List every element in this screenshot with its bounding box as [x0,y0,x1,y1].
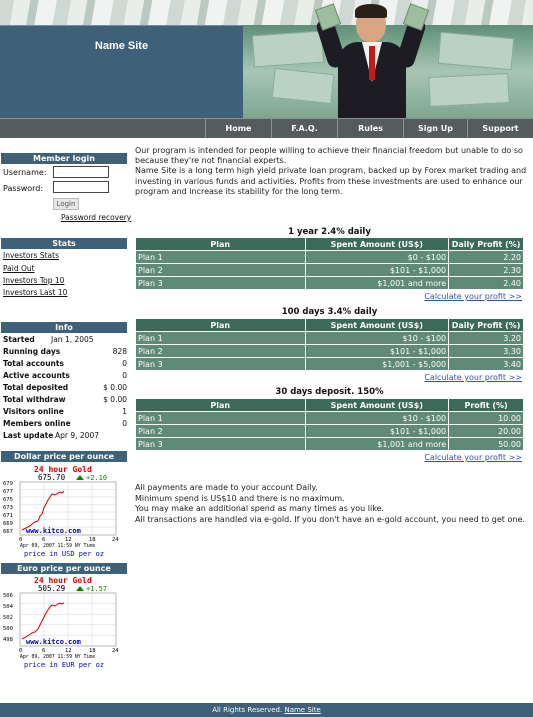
info-label: Visitors online [3,407,64,416]
y-tick: 675 [3,497,13,503]
chart-title: 24 hour Gold [34,576,92,585]
table-row [136,251,524,264]
info-row-total-withdraw [3,395,127,407]
info-row-visitors-online [3,407,127,419]
y-tick: 673 [3,505,13,511]
spent-amount: $1,001 - $5,000 [305,358,449,371]
table-row [136,277,524,290]
note-line: All transactions are handled via e-gold. If you don't have an e-gold account, you need to get one. [135,514,525,524]
dollar-bill-graphic [438,32,515,70]
info-value: 0 [122,419,127,428]
x-tick: 0 [19,648,23,654]
businessman-photo [330,0,414,118]
column-header: Daily Profit (%) [449,319,524,332]
username-input[interactable] [53,166,109,178]
profit-value: 2.30 [449,264,524,277]
column-header: Daily Profit (%) [449,238,524,251]
note-line: Minimum spend is US$10 and there is no maximum. [135,493,345,503]
table-header-row [136,399,524,412]
info-row-members-online [3,419,127,431]
intro-paragraph: Name Site is a long term high yield private loan program, backed up by Forex market trading and investing in various funds and activities. Profits from these investments are used to enhance our program and increase its stability for the long term. [135,166,527,196]
chart-price: 675.70 [38,473,66,482]
x-tick: 24 [112,648,119,654]
y-tick: 502 [3,615,13,621]
dollar-gold-header: Dollar price per ounce [1,451,127,462]
info-value: 1 [122,407,127,416]
kitco-watermark: www.kitco.com [26,638,81,646]
y-tick: 498 [3,637,13,643]
profit-value: 3.30 [449,345,524,358]
euro-gold-header: Euro price per ounce [1,563,127,574]
info-row-started [3,335,127,347]
column-header: Plan [136,399,306,412]
footer [0,703,533,717]
column-header: Profit (%) [449,399,524,412]
up-arrow-icon [76,475,84,480]
info-value: 0 [122,359,127,368]
profit-value: 2.40 [449,277,524,290]
x-tick: 12 [65,648,72,654]
info-label: Last update [3,431,54,440]
top-nav [0,118,533,138]
column-header: Spent Amount (US$) [305,319,449,332]
dollar-bill-graphic [272,68,335,104]
password-label: Password: [3,184,44,193]
paid-out-link[interactable]: Paid Out [3,264,35,273]
spent-amount: $1,001 and more [305,438,449,451]
intro-text [135,146,527,197]
chart-change: +1.57 [86,585,108,593]
plan-name: Plan 1 [136,332,306,345]
spent-amount: $101 - $1,000 [305,425,449,438]
x-tick: 6 [42,537,46,543]
payment-notes [135,483,527,525]
spent-amount: $1,001 and more [305,277,449,290]
chart-caption: price in USD per oz [24,550,105,558]
calculate-profit-link[interactable]: Calculate your profit >> [424,292,522,301]
info-label: Members online [3,419,71,428]
logo-box [0,25,243,118]
table-row [136,345,524,358]
info-label: Total deposited [3,383,69,392]
y-tick: 504 [3,604,13,610]
info-value: 0 [122,371,127,380]
spent-amount: $101 - $1,000 [305,264,449,277]
gold-eur-chart[interactable] [2,575,124,671]
info-label: Started [3,335,35,344]
table-row [136,425,524,438]
nav-home[interactable]: Home [205,119,271,138]
x-tick: 18 [89,648,96,654]
plan-table [135,237,524,290]
table-row [136,332,524,345]
plan-section-title: 100 days 3.4% daily [281,307,378,317]
gold-usd-chart[interactable] [2,464,124,560]
x-tick: 24 [112,537,119,543]
info-value: 828 [112,347,127,356]
investors-stats-link[interactable]: Investors Stats [3,251,59,260]
spent-amount: $0 - $100 [305,251,449,264]
password-input[interactable] [53,181,109,193]
plan-section-title: 30 days deposit. 150% [275,387,384,397]
site-name[interactable]: Name Site [94,40,149,52]
intro-paragraph: Our program is intended for people willing to achieve their financial freedom but unable to do so because they're not financial experts. [135,146,523,166]
table-row [136,412,524,425]
copyright-text: All Rights Reserved. [212,706,283,714]
info-header: Info [1,322,127,333]
plan-table [135,318,524,371]
stats-header: Stats [1,238,127,249]
plan-table [135,398,524,451]
chart-date: Apr 09, 2007 11:59 NY Time [20,544,96,549]
spent-amount: $10 - $100 [305,332,449,345]
plan-name: Plan 1 [136,412,306,425]
column-header: Spent Amount (US$) [305,238,449,251]
spent-amount: $10 - $100 [305,412,449,425]
note-line: You may make an additional spend as many times as you like. [135,504,385,513]
profit-value: 10.00 [449,412,524,425]
plan-name: Plan 2 [136,264,306,277]
profit-value: 50.00 [449,438,524,451]
y-tick: 667 [3,529,13,535]
info-label: Active accounts [3,371,70,380]
calculate-profit-link[interactable]: Calculate your profit >> [424,453,522,462]
username-label: Username: [3,168,47,177]
chart-price: 505.29 [38,584,66,593]
plan-name: Plan 1 [136,251,306,264]
dollar-bill-graphic [428,73,509,107]
footer-site-link[interactable]: Name Site [284,706,321,714]
chart-date: Apr 09, 2007 11:59 NY Time [20,655,96,660]
profit-value: 3.40 [449,358,524,371]
column-header: Plan [136,238,306,251]
y-tick: 671 [3,513,13,519]
investors-last10-link[interactable]: Investors Last 10 [3,288,68,297]
spent-amount: $101 - $1,000 [305,345,449,358]
table-row [136,264,524,277]
kitco-watermark: www.kitco.com [26,527,81,535]
nav-rules[interactable]: Rules [337,119,403,138]
plan-name: Plan 3 [136,438,306,451]
info-row-last-update [3,431,127,443]
info-value: Apr 9, 2007 [55,431,99,440]
column-header: Spent Amount (US$) [305,399,449,412]
y-tick: 506 [3,593,13,599]
info-value: $ 0.00 [103,395,127,404]
table-header-row [136,238,524,251]
y-tick: 500 [3,626,13,632]
profit-value: 3.20 [449,332,524,345]
chart-change: +2.10 [86,474,108,482]
chart-caption: price in EUR per oz [24,661,105,669]
info-label: Running days [3,347,61,356]
x-tick: 6 [42,648,46,654]
plan-name: Plan 3 [136,358,306,371]
nav-support[interactable]: Support [467,119,533,138]
y-tick: 679 [3,481,13,487]
note-line: All payments are made to your account Daily. [135,483,318,492]
dollar-bill-graphic [252,31,324,68]
money-banner-strip [0,0,533,25]
info-row-total-deposited [3,383,127,395]
up-arrow-icon [76,586,84,591]
y-tick: 677 [3,489,13,495]
table-row [136,358,524,371]
profit-value: 20.00 [449,425,524,438]
column-header: Plan [136,319,306,332]
profit-value: 2.20 [449,251,524,264]
plan-name: Plan 2 [136,345,306,358]
member-login-header: Member login [1,153,127,164]
plan-name: Plan 2 [136,425,306,438]
info-row-active-accounts [3,371,127,383]
info-label: Total accounts [3,359,64,368]
chart-title: 24 hour Gold [34,465,92,474]
y-tick: 669 [3,521,13,527]
password-recovery-link[interactable]: Password recovery [61,213,132,222]
info-value: $ 0.00 [103,383,127,392]
nav-signup[interactable]: Sign Up [403,119,467,138]
header [0,0,533,118]
table-row [136,438,524,451]
x-tick: 0 [19,537,23,543]
x-tick: 18 [89,537,96,543]
plan-name: Plan 3 [136,277,306,290]
info-row-total-accounts [3,359,127,371]
info-label: Total withdraw [3,395,66,404]
nav-faq[interactable]: F.A.Q. [271,119,337,138]
table-header-row [136,319,524,332]
calculate-profit-link[interactable]: Calculate your profit >> [424,373,522,382]
info-value: Jan 1, 2005 [51,335,94,344]
x-tick: 12 [65,537,72,543]
plan-section-title: 1 year 2.4% daily [288,227,371,237]
investors-top10-link[interactable]: Investors Top 10 [3,276,65,285]
info-row-running-days [3,347,127,359]
login-button[interactable]: Login [53,198,79,210]
